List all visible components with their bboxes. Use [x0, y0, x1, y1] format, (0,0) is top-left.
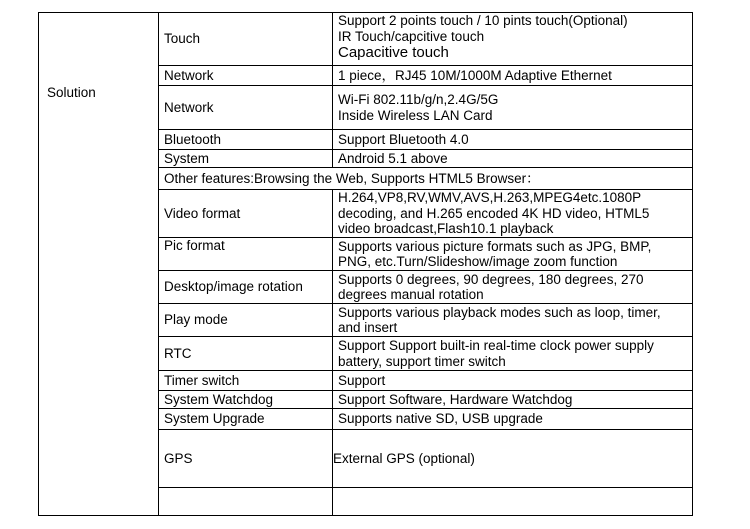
row-label-bluetooth: Bluetooth — [159, 130, 333, 150]
row-label-upgrade: System Upgrade — [159, 409, 333, 430]
value-line: and insert — [338, 320, 398, 335]
row-label-play-mode: Play mode — [159, 304, 333, 337]
value-line: battery, support timer switch — [338, 353, 506, 369]
row-label-network: Network — [159, 66, 333, 86]
empty-cell — [159, 488, 333, 516]
empty-cell — [333, 488, 693, 516]
value-line: Inside Wireless LAN Card — [338, 107, 493, 123]
row-label-video-format: Video format — [159, 190, 333, 238]
value-line: degrees manual rotation — [338, 287, 484, 302]
section-cell — [39, 13, 159, 516]
row-label-touch: Touch — [159, 13, 333, 66]
section-label: Solution — [47, 85, 96, 100]
row-value-rtc — [333, 337, 693, 371]
row-value-gps: External GPS (optional) — [333, 430, 693, 488]
value-line: Capacitive touch — [338, 44, 449, 61]
row-value-bluetooth: Support Bluetooth 4.0 — [333, 130, 693, 150]
value-line: H.264,VP8,RV,WMV,AVS,H.263,MPEG4etc.1080P — [338, 190, 642, 206]
value-line: IR Touch/capcitive touch — [338, 28, 485, 44]
row-value-network-wifi — [333, 86, 693, 130]
value-line: decoding, and H.265 encoded 4K HD video, HTML5 — [338, 205, 650, 221]
row-label-pic-format: Pic format — [159, 238, 333, 271]
row-label-system: System — [159, 150, 333, 168]
row-value-desktop-rotation — [333, 271, 693, 304]
value-line: Support 2 points touch / 10 pints touch(Optional) — [338, 13, 628, 28]
row-label-rtc: RTC — [159, 337, 333, 371]
value-line: Supports various picture formats such as JPG, BMP, — [338, 238, 652, 254]
row-value-pic-format — [333, 238, 693, 271]
row-value-video-format — [333, 190, 693, 238]
row-value-watchdog: Support Software, Hardware Watchdog — [333, 391, 693, 409]
value-line: Support Support built-in real-time clock power supply — [338, 338, 654, 353]
row-label-network-wifi: Network — [159, 86, 333, 130]
row-value-system: Android 5.1 above — [333, 150, 693, 168]
row-value-touch — [333, 13, 693, 66]
row-label-desktop-rotation: Desktop/image rotation — [159, 271, 333, 304]
value-line: PNG, etc.Turn/Slideshow/image zoom function — [338, 254, 618, 269]
row-value-upgrade: Supports native SD, USB upgrade — [333, 409, 693, 430]
value-line: Supports various playback modes such as loop, timer, — [338, 304, 661, 320]
other-features-row: Other features:Browsing the Web, Supports HTML5 Browser： — [159, 168, 693, 190]
row-label-watchdog: System Watchdog — [159, 391, 333, 409]
value-line: Wi-Fi 802.11b/g/n,2.4G/5G — [338, 92, 499, 107]
row-value-network: 1 piece，RJ45 10M/1000M Adaptive Ethernet — [333, 66, 693, 86]
spec-table — [38, 12, 693, 516]
row-value-timer-switch: Support — [333, 371, 693, 391]
row-value-play-mode — [333, 304, 693, 337]
table-row — [39, 13, 693, 66]
value-line: Supports 0 degrees, 90 degrees, 180 degrees, 270 — [338, 271, 644, 287]
value-line: video broadcast,Flash10.1 playback — [338, 221, 554, 237]
row-label-timer-switch: Timer switch — [159, 371, 333, 391]
row-label-gps: GPS — [159, 430, 333, 488]
